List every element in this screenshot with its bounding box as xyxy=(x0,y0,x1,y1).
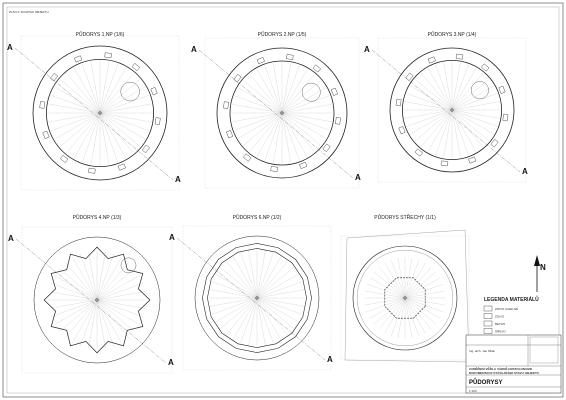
window-niche xyxy=(456,54,463,59)
window-niche xyxy=(406,73,413,81)
legend-label: BETON xyxy=(495,322,506,326)
plan-title: PŮDORYS 6.NP (1/2) xyxy=(232,215,282,221)
window-niche xyxy=(74,56,82,62)
window-niche xyxy=(323,144,330,152)
window-niche xyxy=(43,131,49,139)
window-niche xyxy=(313,65,321,72)
section-marker: A xyxy=(355,173,361,182)
window-niche xyxy=(155,118,160,125)
section-marker: A xyxy=(175,175,181,184)
window-niche xyxy=(499,86,505,94)
stair-well xyxy=(121,82,140,101)
window-niche xyxy=(257,57,265,63)
title-block xyxy=(466,335,561,393)
window-niche xyxy=(396,99,401,106)
window-niche xyxy=(50,73,57,81)
north-arrow xyxy=(534,255,546,292)
floor-plan xyxy=(341,213,469,362)
section-marker: A xyxy=(8,234,14,243)
window-niche xyxy=(468,157,476,163)
plan-title: PŮDORYS 1.NP (1/6) xyxy=(75,32,125,38)
window-niche xyxy=(151,87,157,95)
window-niche xyxy=(226,130,232,138)
floor-plan xyxy=(7,31,181,190)
section-marker: A xyxy=(327,355,333,364)
site-boundary xyxy=(345,230,469,362)
window-niche xyxy=(415,149,423,156)
section-marker: A xyxy=(168,358,174,367)
window-niche xyxy=(335,117,340,124)
plan-title: PŮDORYS 2.NP (1/5) xyxy=(257,32,307,38)
stair-well xyxy=(302,83,320,101)
window-niche xyxy=(491,139,498,147)
window-niche xyxy=(88,168,95,173)
plan-title: PŮDORYS 3.NP (1/4) xyxy=(427,32,477,38)
project-line2: DOKUMENTACE STÁVAJÍCÍHO STAVU OBJEKTU xyxy=(469,371,539,375)
plan-title: PŮDORYS 4.NP (1/3) xyxy=(72,215,122,221)
floor-plan xyxy=(8,214,174,373)
floor-plan xyxy=(364,31,528,182)
section-marker: A xyxy=(522,167,528,176)
window-niche xyxy=(428,57,436,63)
floor-plan xyxy=(169,214,333,370)
stair-well xyxy=(471,81,488,98)
window-niche xyxy=(118,164,126,170)
window-niche xyxy=(142,145,149,153)
project-line1: ZAMĚŘENÍ VĚŽE A VÁDNĚ HRSTOLONAMO xyxy=(469,367,533,371)
window-niche xyxy=(503,114,508,121)
window-niche xyxy=(271,166,278,171)
window-niche xyxy=(132,63,140,70)
stair-well xyxy=(121,258,136,273)
legend-label: ZDIVO xyxy=(495,314,505,319)
corner-note: PLÁN K SOUPISU OBJEKTU xyxy=(9,10,49,14)
window-niche xyxy=(441,161,448,166)
window-niche xyxy=(234,74,241,82)
drawing-title: PŮDORYSY xyxy=(469,380,503,386)
legend-title: LEGENDA MATERIÁLŮ xyxy=(484,297,539,303)
window-niche xyxy=(105,53,112,58)
north-label: N xyxy=(540,263,546,272)
window-niche xyxy=(60,155,68,162)
legend-label: ZDIVO CIHELNÉ xyxy=(495,307,519,311)
window-niche xyxy=(286,54,293,59)
materials-legend xyxy=(484,295,539,341)
scale: 1:100 xyxy=(469,389,477,393)
window-niche xyxy=(481,64,489,71)
legend-swatch xyxy=(484,321,492,326)
section-marker: A xyxy=(169,233,175,242)
window-niche xyxy=(331,88,337,96)
window-niche xyxy=(223,102,228,109)
section-marker: A xyxy=(7,43,13,52)
author: Ing. arch. Jan Milan xyxy=(469,349,496,353)
plan-title: PŮDORYS STŘECHY (1/1) xyxy=(374,215,436,221)
radial-lines xyxy=(364,257,445,338)
radial-lines xyxy=(48,61,153,166)
legend-swatch xyxy=(484,314,492,319)
window-niche xyxy=(40,101,45,108)
section-marker: A xyxy=(364,45,370,54)
window-niche xyxy=(299,162,307,168)
window-niche xyxy=(399,126,405,134)
floor-plans xyxy=(7,31,528,373)
legend-label: DŘEVO xyxy=(495,329,506,334)
legend-swatch xyxy=(484,306,492,311)
section-marker: A xyxy=(191,45,197,54)
legend-swatch xyxy=(484,329,492,334)
floor-plan xyxy=(191,31,361,188)
window-niche xyxy=(243,154,251,161)
